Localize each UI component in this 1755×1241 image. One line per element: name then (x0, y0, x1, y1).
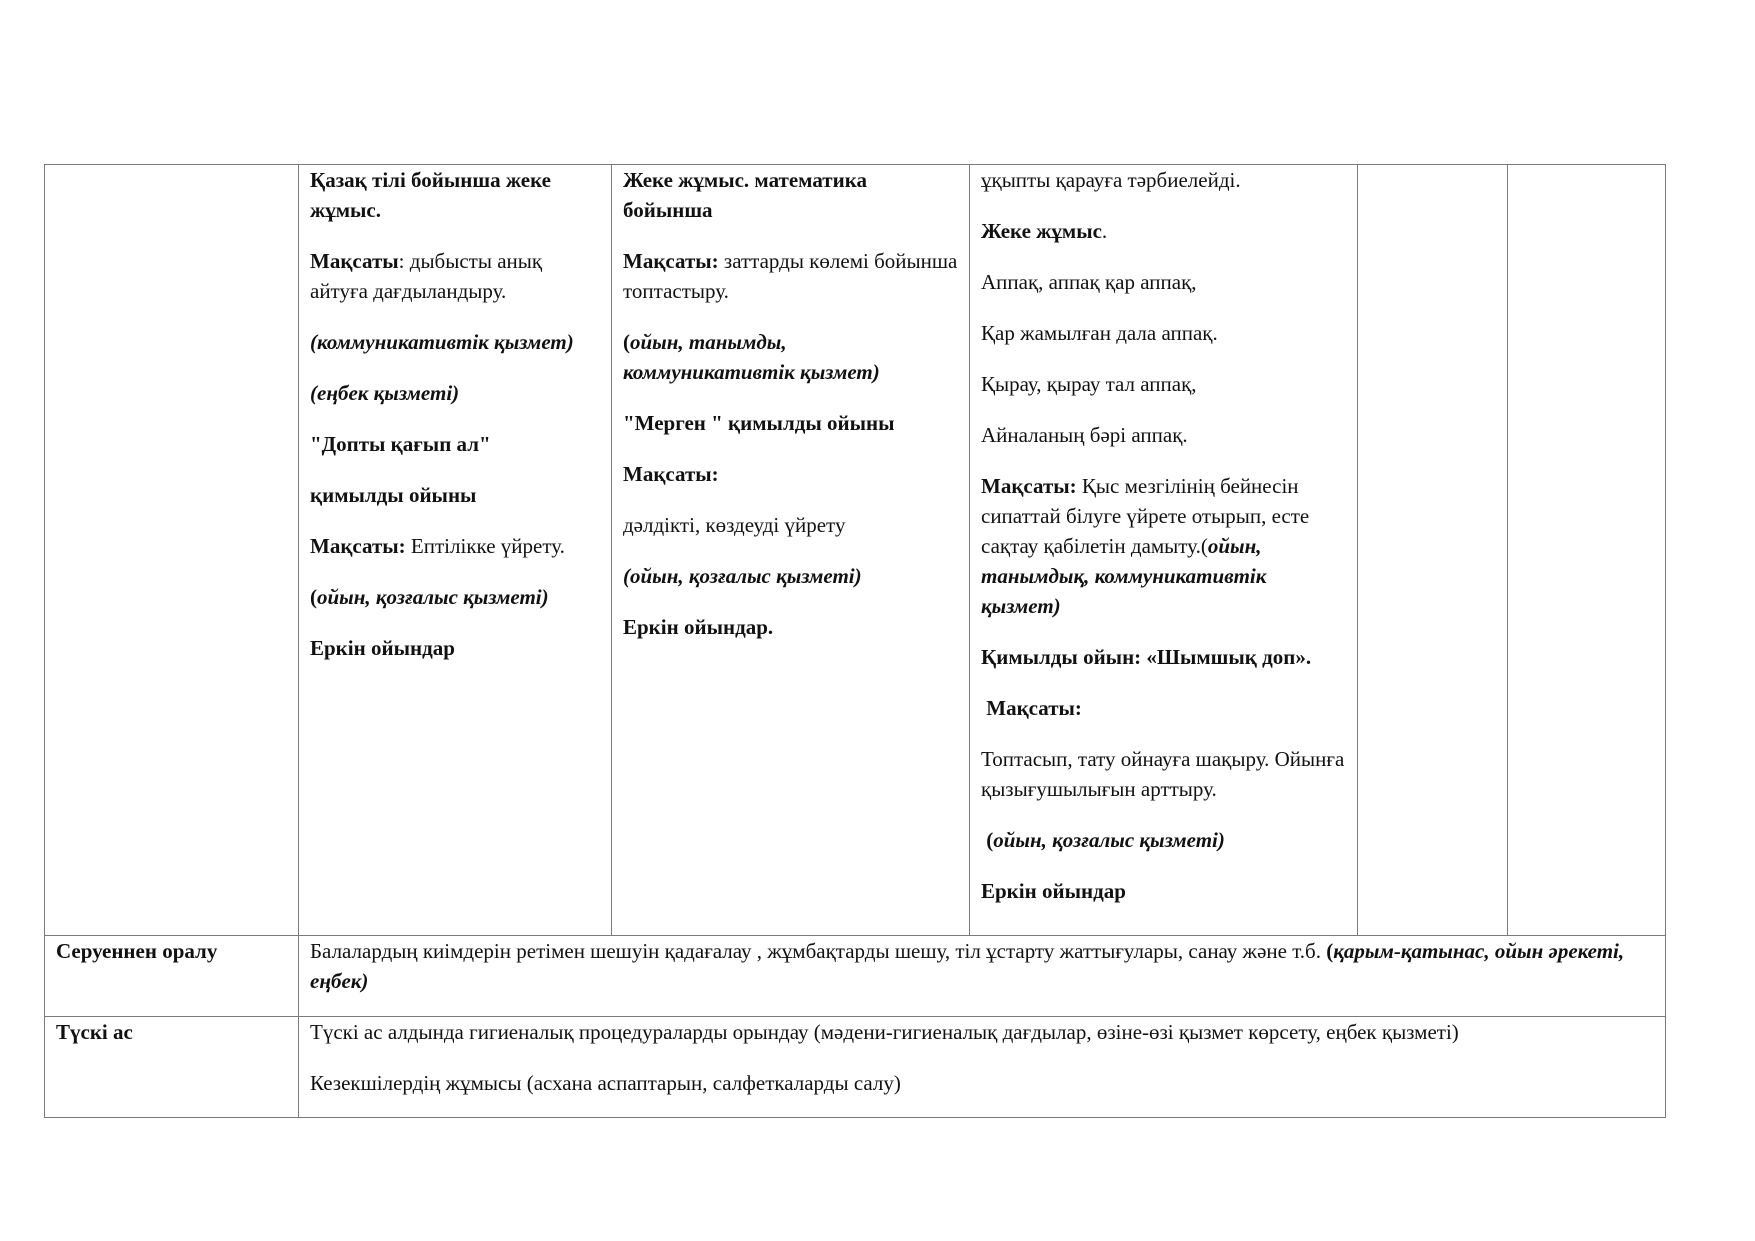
kazakh-activity-3: (ойын, қозғалыс қызметі) (310, 585, 549, 609)
poem-line-3: Қырау, қырау тал аппақ, (981, 372, 1197, 396)
kazakh-game-type: қимылды ойыны (310, 483, 477, 507)
poem-activity-cell (970, 165, 1358, 936)
poem-line-1: Аппақ, аппақ қар аппақ, (981, 270, 1197, 294)
poem-individual-label: Жеке жұмыс. (981, 219, 1108, 243)
kazakh-title: Қазақ тілі бойынша жеке жұмыс. (310, 168, 551, 222)
poem-goal-2-label: Мақсаты: (981, 696, 1082, 720)
kazakh-activity-1: (коммуникативтік қызмет) (310, 330, 574, 354)
poem-intro: ұқыпты қарауға тәрбиелейді. (981, 168, 1241, 192)
math-game: "Мерген " қимылды ойыны (623, 411, 895, 435)
empty-cell-5 (1358, 165, 1508, 936)
kazakh-individual-work-cell (299, 165, 612, 936)
kazakh-goal-2: Мақсаты: Ептілікке үйрету. (310, 534, 565, 558)
lunch-description (299, 1017, 1666, 1118)
daily-plan-table (44, 164, 1666, 1118)
kazakh-goal-1: Мақсаты: дыбысты анық айтуға дағдыландыру. (310, 249, 543, 303)
math-individual-work-cell (612, 165, 970, 936)
math-title: Жеке жұмыс. математика бойынша (623, 168, 867, 222)
poem-goal-2-text: Топтасып, тату ойнауға шақыру. Ойынға қызығушылығын арттыру. (981, 747, 1345, 801)
poem-activity: (ойын, қозғалыс қызметі) (981, 828, 1225, 852)
return-from-walk-description: Балалардың киімдерін ретімен шешуін қадағалау , жұмбақтарды шешу, тіл ұстарту жаттығулары, санау және т.б. (қарым-қатынас, ойын әрекеті, еңбек) (299, 936, 1666, 1017)
math-activity-1: (ойын, танымды, коммуникативтік қызмет) (623, 330, 880, 384)
row-label-empty (45, 165, 299, 936)
math-goal-2-label: Мақсаты: (623, 462, 719, 486)
row-label-return-from-walk: Серуеннен оралу (45, 936, 299, 1017)
kazakh-activity-2: (еңбек қызметі) (310, 381, 460, 405)
lunch-line-2: Кезекшілердің жұмысы (асхана аспаптарын, салфеткаларды салу) (310, 1071, 901, 1095)
empty-cell-6 (1508, 165, 1666, 936)
lunch-line-1: Түскі ас алдында гигиеналық процедураларды орындау (мәдени-гигиеналық дағдылар, өзіне-өзі қызмет көрсету, еңбек қызметі) (310, 1020, 1459, 1044)
table-row (45, 1017, 1666, 1118)
kazakh-free-play: Еркін ойындар (310, 636, 455, 660)
table-row (45, 165, 1666, 936)
math-activity-2: (ойын, қозғалыс қызметі) (623, 564, 862, 588)
poem-goal-1: Мақсаты: Қыс мезгілінің бейнесін сипаттай білуге үйрете отырып, есте сақтау қабілетін дамыту.(ойын, танымдық, коммуникативтік қызмет) (981, 474, 1310, 618)
kazakh-game-name: "Допты қағып ал" (310, 432, 491, 456)
poem-game: Қимылды ойын: «Шымшық доп». (981, 645, 1312, 669)
poem-free-play: Еркін ойындар (981, 879, 1126, 903)
row-label-lunch: Түскі ас (45, 1017, 299, 1118)
math-goal-1: Мақсаты: заттарды көлемі бойынша топтастыру. (623, 249, 958, 303)
poem-line-2: Қар жамылған дала аппақ. (981, 321, 1218, 345)
table-row (45, 936, 1666, 1017)
math-goal-2-text: дәлдікті, көздеуді үйрету (623, 513, 846, 537)
poem-line-4: Айналаның бәрі аппақ. (981, 423, 1188, 447)
math-free-play: Еркін ойындар. (623, 615, 774, 639)
